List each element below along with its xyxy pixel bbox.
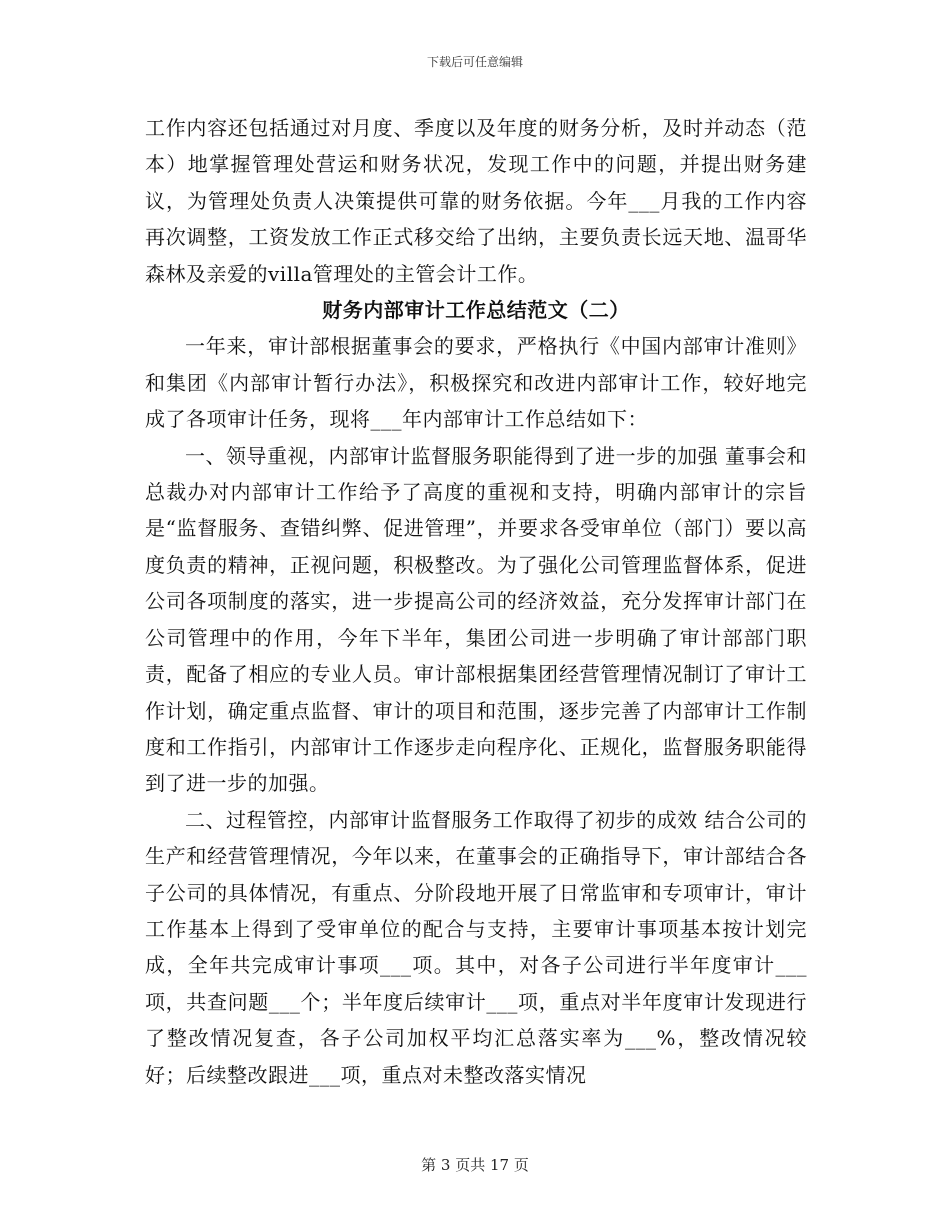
header-note: 下载后可任意编辑 [426,55,523,69]
paragraph-intro: 一年来，审计部根据董事会的要求，严格执行《中国内部审计准则》和集团《内部审计暂行办法》，积极探究和改进内部审计工作，较好地完成了各项审计任务，现将___年内部审计工作总结如下： [145,334,807,432]
section-title: 财务内部审计工作总结范文（二） [322,298,630,323]
paragraph-leadership: 一、领导重视，内部审计监督服务职能得到了进一步的加强 董事会和总裁办对内部审计工作给予了高度的重视和支持，明确内部审计的宗旨是“监督服务、查错纠弊、促进管理”，并要求各受审单位（部门）要以高度负责的精神，正视问题，积极整改。为了强化公司管理监督体系，促进公司各项制度的落实，进一步提高公司的经济效益，充分发挥审计部门在公司管理中的作用，今年下半年，集团公司进一步明确了审计部部门职责，配备了相应的专业人员。审计部根据集团经营管理情况制订了审计工作计划，确定重点监督、审计的项目和范围，逐步完善了内部审计工作制度和工作指引，内部审计工作逐步走向程序化、正规化，监督服务职能得到了进一步的加强。 [145,443,807,796]
paragraph-process-control: 二、过程管控，内部审计监督服务工作取得了初步的成效 结合公司的生产和经营管理情况，今年以来，在董事会的正确指导下，审计部结合各子公司的具体情况，有重点、分阶段地开展了日常监审和专项审计，审计工作基本上得到了受审单位的配合与支持，主要审计事项基本按计划完成，全年共完成审计事项___项。其中，对各子公司进行半年度审计___项，共查问题___个；半年度后续审计___项，重点对半年度审计发现进行了整改情况复查，各子公司加权平均汇总落实率为___%，整改情况较好；后续整改跟进___项，重点对未整改落实情况 [145,807,807,1087]
paragraph-continued: 工作内容还包括通过对月度、季度以及年度的财务分析，及时并动态（范本）地掌握管理处营运和财务状况，发现工作中的问题，并提出财务建议，为管理处负责人决策提供可靠的财务依据。今年___月我的工作内容再次调整，工资发放工作正式移交给了出纳，主要负责长远天地、温哥华森林及亲爱的villa管理处的主管会计工作。 [145,116,807,286]
page-footer: 第 3 页共 17 页 [421,1156,529,1174]
document-body [145,110,807,1093]
